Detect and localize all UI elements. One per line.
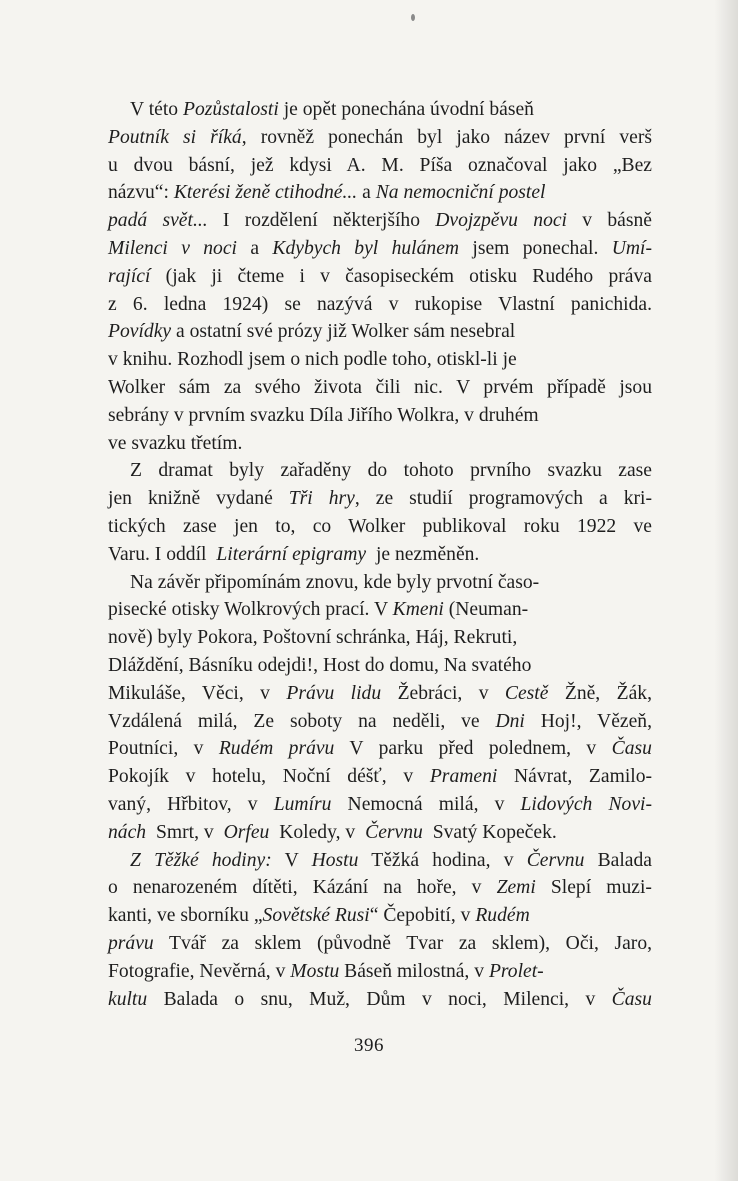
italic-run: Rudém xyxy=(475,905,530,927)
text-line xyxy=(108,708,652,736)
italic-run: Milenci v noci xyxy=(108,237,237,259)
text-run: je nezměněn. xyxy=(371,543,480,565)
paragraph xyxy=(108,96,652,457)
italic-run: Lidových Novi- xyxy=(520,793,652,815)
text-line xyxy=(108,763,652,791)
text-run: jsem ponechal. xyxy=(459,237,612,259)
text-run: Těžká hodina, v xyxy=(358,849,527,871)
text-line xyxy=(108,874,652,902)
text-run: Z dramat byly zařaděny do tohoto prvního svazku zase xyxy=(130,460,652,482)
text-run: Balada o snu, Muž, Dům v noci, Milenci, v xyxy=(147,988,612,1010)
text-run: Wolker sám za svého života čili nic. V prvém případě jsou xyxy=(108,376,652,398)
text-line xyxy=(108,930,652,958)
text-run: jen knižně vydané xyxy=(108,488,289,510)
text-run: , rovněž ponechán byl jako název první verš xyxy=(241,126,653,148)
text-line xyxy=(108,680,652,708)
italic-run: Literární epigramy xyxy=(216,543,367,565)
text-line xyxy=(108,624,652,652)
text-line xyxy=(108,318,652,346)
text-line xyxy=(108,374,652,402)
text-line xyxy=(108,541,652,569)
text-run: V této xyxy=(130,99,183,120)
text-run: o nenarozeném dítěti, Kázání na hoře, v xyxy=(108,877,497,899)
text-run: a xyxy=(357,182,376,204)
text-line xyxy=(108,207,652,235)
italic-run: Poutník si říká xyxy=(108,126,242,148)
text-line xyxy=(108,652,652,680)
italic-run: Dvojzpěvu noci xyxy=(435,210,568,232)
italic-run: Na nemocniční postel xyxy=(375,182,546,204)
text-line xyxy=(108,986,652,1014)
text-line xyxy=(108,124,652,152)
italic-run: Z Těžké hodiny: xyxy=(130,849,272,871)
italic-run: Sovětské Rusi xyxy=(262,905,370,927)
text-run: Žebráci, v xyxy=(381,682,505,704)
text-run: V xyxy=(271,849,312,871)
text-run: V parku před polednem, v xyxy=(334,738,612,760)
italic-run: Povídky xyxy=(108,321,172,343)
text-line xyxy=(108,263,652,291)
italic-run: rající xyxy=(108,265,151,287)
text-run: I rozdělení některjšího xyxy=(207,210,436,232)
text-run: Slepí muzi- xyxy=(535,877,652,899)
text-line xyxy=(108,152,652,180)
text-run: Svatý Kopeček. xyxy=(427,821,557,843)
text-run: je opět ponechána úvodní báseň xyxy=(278,99,534,120)
italic-run: Zemi xyxy=(496,877,536,899)
text-run: Vzdálená milá, Ze soboty na neděli, ve xyxy=(108,710,496,732)
text-line xyxy=(108,291,652,319)
text-run: z 6. ledna 1924) se nazývá v rukopise Vlastní panichida. xyxy=(108,293,652,315)
text-line xyxy=(108,235,652,263)
text-run: (jak ji čteme i v časopiseckém otisku Rudého práva xyxy=(150,265,652,287)
text-line xyxy=(108,402,652,430)
text-run: Pokojík v hotelu, Noční déšť, v xyxy=(108,766,430,788)
text-run: sebrány v prvním svazku Díla Jiřího Wolkra, v druhém xyxy=(108,404,539,426)
text-run: Návrat, Zamilo- xyxy=(497,766,653,788)
text-run: Koledy, v xyxy=(274,821,361,843)
text-line xyxy=(108,96,652,124)
text-run: kanti, ve sborníku „ xyxy=(108,905,263,927)
text-line xyxy=(108,513,652,541)
text-run: pisecké otisky Wolkrových prací. V xyxy=(108,599,393,621)
italic-run: Kterési ženě ctihodné... xyxy=(173,182,358,204)
text-run: Dláždění, Básníku odejdi!, Host do domu, Na svatého xyxy=(108,654,532,676)
page-edge-shadow xyxy=(714,0,738,1181)
italic-run: Pozůstalosti xyxy=(182,99,279,120)
text-run: ve svazku třetím. xyxy=(108,432,243,454)
text-run: a xyxy=(236,237,273,259)
text-line xyxy=(108,791,652,819)
italic-run: Rudém právu xyxy=(218,738,335,760)
text-line xyxy=(108,819,652,847)
text-line xyxy=(108,569,652,597)
italic-run: Červnu xyxy=(365,821,423,843)
text-run: Nemocná milá, v xyxy=(331,793,521,815)
italic-run: právu xyxy=(108,932,154,954)
text-line xyxy=(108,596,652,624)
italic-run: Cestě xyxy=(504,682,549,704)
text-run: a ostatní své prózy již Wolker sám nesebral xyxy=(171,321,516,343)
italic-run: Kdybych byl hulánem xyxy=(272,237,460,259)
italic-run: Lumíru xyxy=(273,793,332,815)
text-run: (Neuman- xyxy=(443,599,529,621)
paragraph xyxy=(108,569,652,847)
text-run: Balada xyxy=(584,849,652,871)
italic-run: Prameni xyxy=(429,766,498,788)
italic-run: Prolet- xyxy=(488,960,544,982)
text-run: v básně xyxy=(567,210,653,232)
text-run: Smrt, v xyxy=(151,821,219,843)
text-run: Fotografie, Nevěrná, v xyxy=(108,960,291,982)
italic-run: Hostu xyxy=(311,849,359,871)
paper-speck xyxy=(411,14,415,21)
italic-run: Mostu xyxy=(290,960,340,982)
italic-run: Tři hry xyxy=(288,488,355,510)
text-line xyxy=(108,902,652,930)
italic-run: Právu lidu xyxy=(286,682,382,704)
italic-run: Času xyxy=(611,988,652,1010)
text-line xyxy=(108,430,652,458)
italic-run: nách xyxy=(108,821,147,843)
italic-run: Dni xyxy=(495,710,525,732)
paragraph xyxy=(108,457,652,568)
text-run: v knihu. Rozhodl jsem o nich podle toho, otiskl-li je xyxy=(108,349,517,371)
text-run: Mikuláše, Věci, v xyxy=(108,682,287,704)
italic-run: Orfeu xyxy=(223,821,270,843)
page-number: 396 xyxy=(354,1035,384,1056)
italic-run: kultu xyxy=(108,988,148,1010)
text-run: Žně, Žák, xyxy=(548,682,652,704)
text-run: Varu. I oddíl xyxy=(108,543,212,565)
text-run: nově) byly Pokora, Poštovní schránka, Háj, Rekruti, xyxy=(108,627,518,649)
text-line xyxy=(108,485,652,513)
text-run: u dvou básní, jež kdysi A. M. Píša označoval jako „Bez xyxy=(108,154,652,176)
text-run: Poutníci, v xyxy=(108,738,219,760)
italic-run: padá svět... xyxy=(108,210,208,232)
italic-run: Červnu xyxy=(526,849,585,871)
text-run: Tvář za sklem (původně Tvar za sklem), Oči, Jaro, xyxy=(153,932,653,954)
text-run: Báseň milostná, v xyxy=(339,960,489,982)
paragraph xyxy=(108,847,652,1014)
text-line xyxy=(108,457,652,485)
text-run: , ze studií programových a kri- xyxy=(354,488,653,510)
italic-run: Času xyxy=(611,738,652,760)
text-run: Hoj!, Vězeň, xyxy=(524,710,652,732)
italic-run: Umí- xyxy=(611,237,653,259)
text-run: tických zase jen to, co Wolker publikoval roku 1922 ve xyxy=(108,515,652,537)
text-line xyxy=(108,346,652,374)
body-text xyxy=(108,96,652,1013)
italic-run: Kmeni xyxy=(392,599,444,621)
text-run: názvu“: xyxy=(108,182,174,204)
text-line xyxy=(108,847,652,875)
text-line xyxy=(108,179,652,207)
text-run: vaný, Hřbitov, v xyxy=(108,793,274,815)
text-run: Na závěr připomínám znovu, kde byly prvotní časo- xyxy=(130,571,540,593)
text-run: “ Čepobití, v xyxy=(369,905,476,927)
text-line xyxy=(108,958,652,986)
text-line xyxy=(108,735,652,763)
